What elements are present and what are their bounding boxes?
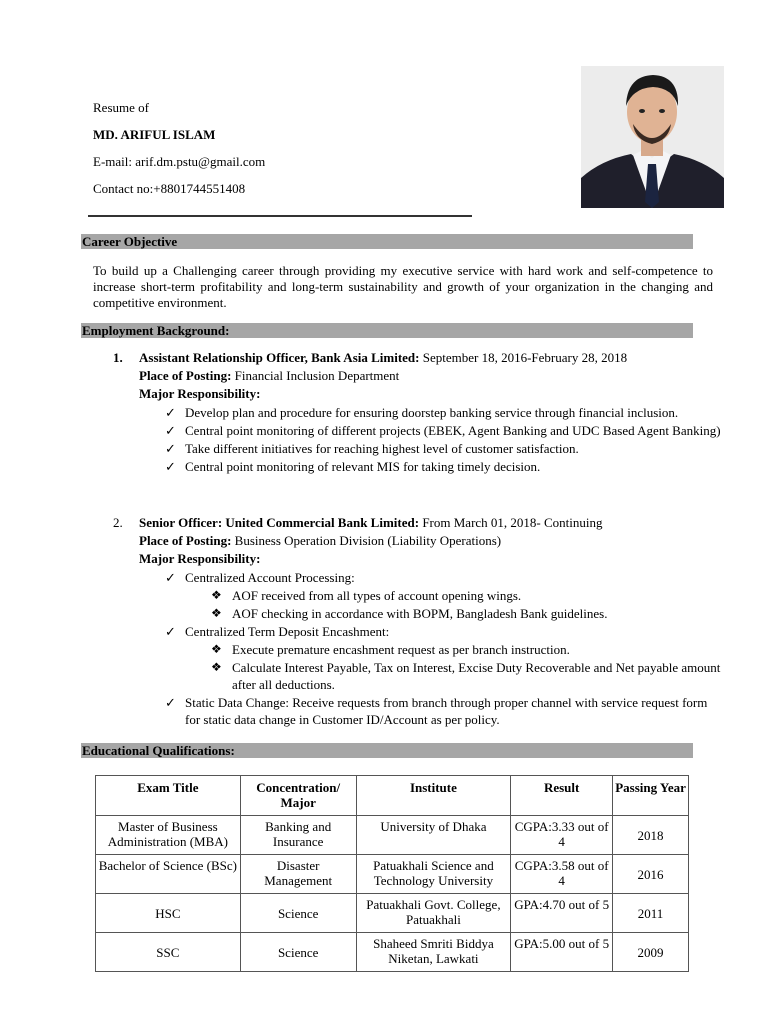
job-2-item-1 xyxy=(113,569,723,586)
job-2-item-3-text: Static Data Change: Receive requests from branch through proper channel with service request form for static data change in Customer ID/Account as per policy. xyxy=(185,695,708,727)
check-icon: ✓ xyxy=(165,695,176,710)
job-2-item-1-text: Centralized Account Processing: xyxy=(185,570,355,585)
job-2-item-2-sub-2-text: Calculate Interest Payable, Tax on Interest, Excise Duty Recoverable and Net payable amount after all deductions. xyxy=(232,660,721,692)
concentration-cell: Banking and Insurance xyxy=(240,816,356,855)
email: E-mail: arif.dm.pstu@gmail.com xyxy=(93,154,266,169)
concentration-cell: Science xyxy=(240,894,356,933)
result-cell: CGPA:3.33 out of 4 xyxy=(511,816,613,855)
table-row xyxy=(96,855,689,894)
job-2-item-3 xyxy=(113,694,723,728)
exam-title-cell: HSC xyxy=(96,894,241,933)
header-concentration: Concentration/ Major xyxy=(240,776,356,816)
passing-year-cell: 2011 xyxy=(613,894,689,933)
institute-cell: Shaheed Smriti Biddya Niketan, Lawkati xyxy=(356,933,511,972)
job-2-posting: Business Operation Division (Liability Operations) xyxy=(231,533,502,548)
header-institute: Institute xyxy=(356,776,511,816)
education-table xyxy=(95,775,689,972)
section-career-objective: Career Objective xyxy=(81,234,693,249)
job-1-period: September 18, 2016-February 28, 2018 xyxy=(419,350,628,365)
institute-cell: Patuakhali Govt. College, Patuakhali xyxy=(356,894,511,933)
job-1-item-1-text: Develop plan and procedure for ensuring doorstep banking service through financial inclusion. xyxy=(185,405,679,420)
check-icon: ✓ xyxy=(165,405,176,420)
passing-year-cell: 2016 xyxy=(613,855,689,894)
check-icon: ✓ xyxy=(165,423,176,438)
job-2-item-2 xyxy=(113,623,723,640)
table-row xyxy=(96,933,689,972)
job-1-item-2 xyxy=(113,422,723,439)
result-cell: GPA:5.00 out of 5 xyxy=(511,933,613,972)
concentration-cell: Disaster Management xyxy=(240,855,356,894)
job-2-item-2-sub-2 xyxy=(113,659,723,693)
check-icon: ✓ xyxy=(165,624,176,639)
job-1-posting-row xyxy=(113,367,723,385)
job-2-period: From March 01, 2018- Continuing xyxy=(419,515,603,530)
career-objective-text: To build up a Challenging career through providing my executive service with hard work and self-competence to increase short-term profitability and long-term sustainability and growth of your organization in the changing and competitive environment. xyxy=(93,263,713,310)
check-icon: ✓ xyxy=(165,441,176,456)
check-icon: ✓ xyxy=(165,570,176,585)
passing-year-cell: 2018 xyxy=(613,816,689,855)
result-cell: CGPA:3.58 out of 4 xyxy=(511,855,613,894)
job-2-item-2-text: Centralized Term Deposit Encashment: xyxy=(185,624,390,639)
job-2-number: 2. xyxy=(113,515,123,530)
job-1-responsibility-label: Major Responsibility: xyxy=(139,386,261,401)
diamond-bullet-icon: ❖ xyxy=(211,642,222,656)
institute-cell: University of Dhaka xyxy=(356,816,511,855)
section-employment-background: Employment Background: xyxy=(81,323,693,338)
job-2-item-2-sub-1-text: Execute premature encashment request as per branch instruction. xyxy=(232,642,570,657)
education-table-header xyxy=(96,776,689,816)
diamond-bullet-icon: ❖ xyxy=(211,588,222,602)
result-cell: GPA:4.70 out of 5 xyxy=(511,894,613,933)
job-1-item-4-text: Central point monitoring of relevant MIS for taking timely decision. xyxy=(185,459,541,474)
exam-title-cell: Bachelor of Science (BSc) xyxy=(96,855,241,894)
job-1-position: Assistant Relationship Officer, Bank Asia Limited: xyxy=(139,350,420,365)
contact-number: Contact no:+8801744551408 xyxy=(93,181,246,196)
job-2-posting-row xyxy=(113,532,723,550)
header-exam-title: Exam Title xyxy=(96,776,241,816)
check-icon: ✓ xyxy=(165,459,176,474)
job-2-item-2-sub-1 xyxy=(113,641,723,658)
portrait-image xyxy=(581,66,724,208)
section-educational-qualifications: Educational Qualifications: xyxy=(81,743,693,758)
job-1-item-3 xyxy=(113,440,723,457)
job-2-item-1-sub-1 xyxy=(113,587,723,604)
job-1 xyxy=(113,349,723,475)
job-1-item-2-text: Central point monitoring of different projects (EBEK, Agent Banking and UDC Based Agent Banking) xyxy=(185,423,721,438)
header-result: Result xyxy=(511,776,613,816)
job-2-item-1-sub-1-text: AOF received from all types of account opening wings. xyxy=(232,588,522,603)
candidate-name: MD. ARIFUL ISLAM xyxy=(93,127,216,142)
job-1-item-1 xyxy=(113,404,723,421)
diamond-bullet-icon: ❖ xyxy=(211,606,222,620)
job-1-number: 1. xyxy=(113,350,123,365)
job-2 xyxy=(113,514,723,728)
diamond-bullet-icon: ❖ xyxy=(211,660,222,674)
concentration-cell: Science xyxy=(240,933,356,972)
job-2-position: Senior Officer: United Commercial Bank Limited: xyxy=(139,515,420,530)
profile-photo xyxy=(581,66,724,208)
job-1-item-4 xyxy=(113,458,723,475)
job-2-item-1-sub-2 xyxy=(113,605,723,622)
job-2-title-row xyxy=(113,514,723,532)
institute-cell: Patuakhali Science and Technology University xyxy=(356,855,511,894)
header-divider xyxy=(88,215,472,217)
table-row xyxy=(96,894,689,933)
job-1-title-row xyxy=(113,349,723,367)
job-2-posting-label: Place of Posting: xyxy=(139,533,232,548)
header-passing-year: Passing Year xyxy=(613,776,689,816)
exam-title-cell: Master of Business Administration (MBA) xyxy=(96,816,241,855)
job-1-item-3-text: Take different initiatives for reaching highest level of customer satisfaction. xyxy=(185,441,579,456)
resume-of-label: Resume of xyxy=(93,100,149,115)
job-2-responsibility-label: Major Responsibility: xyxy=(139,551,261,566)
job-1-posting-label: Place of Posting: xyxy=(139,368,232,383)
passing-year-cell: 2009 xyxy=(613,933,689,972)
exam-title-cell: SSC xyxy=(96,933,241,972)
table-row xyxy=(96,816,689,855)
job-1-posting: Financial Inclusion Department xyxy=(231,368,400,383)
job-2-item-1-sub-2-text: AOF checking in accordance with BOPM, Bangladesh Bank guidelines. xyxy=(232,606,608,621)
